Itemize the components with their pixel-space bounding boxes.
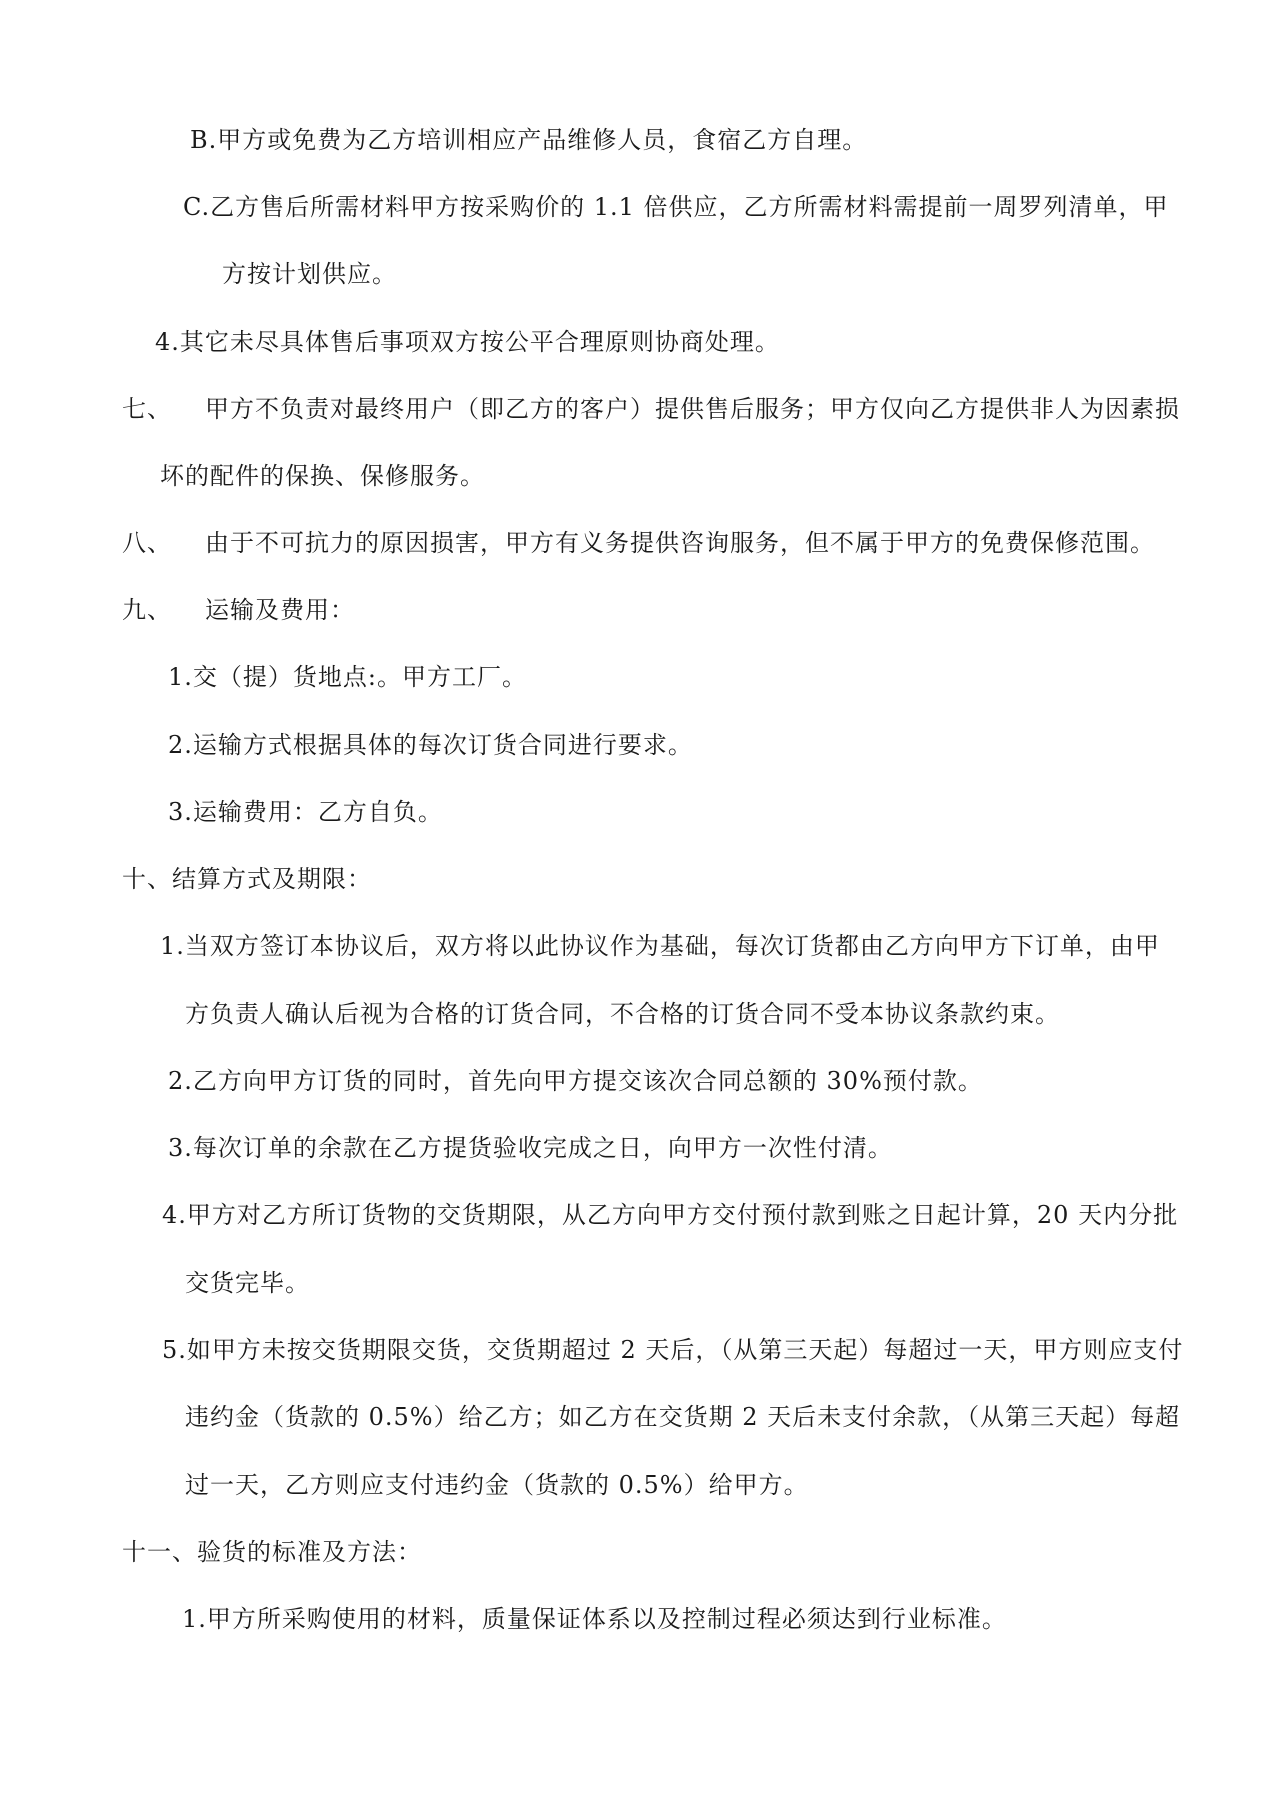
section-8-text: 由于不可抗力的原因损害，甲方有义务提供咨询服务，但不属于甲方的免费保修范围。 [205,529,1155,557]
clause-11-1: 1.甲方所采购使用的材料，质量保证体系以及控制过程必须达到行业标准。 [182,1605,1007,1633]
clause-9-2: 2.运输方式根据具体的每次订货合同进行要求。 [168,731,693,759]
clause-10-4: 4.甲方对乙方所订货物的交货期限，从乙方向甲方交付预付款到账之日起计算，20 天内分批 [162,1201,1179,1229]
section-7-text: 甲方不负责对最终用户（即乙方的客户）提供售后服务；甲方仅向乙方提供非人为因素损 [205,395,1180,423]
section-9-text: 运输及费用： [205,596,355,624]
clause-6-3-b: B.甲方或免费为乙方培训相应产品维修人员，食宿乙方自理。 [190,126,868,154]
section-7-cont: 坏的配件的保换、保修服务。 [160,462,485,490]
section-8-heading [122,527,1155,559]
clause-10-1: 1.当双方签订本协议后，双方将以此协议作为基础，每次订货都由乙方向甲方下订单，由甲 [160,932,1160,960]
section-7-heading [122,393,1180,425]
section-8-number: 八、 [122,529,172,557]
clause-10-5-cont-1: 违约金（货款的 0.5%）给乙方；如乙方在交货期 2 天后未支付余款，（从第三天起）每超 [185,1403,1181,1431]
section-11-heading: 十一、验货的标准及方法： [122,1538,422,1566]
clause-9-1: 1.交（提）货地点:。甲方工厂。 [168,663,527,691]
section-9-number: 九、 [122,596,172,624]
clause-9-3: 3.运输费用：乙方自负。 [168,798,443,826]
section-7-number: 七、 [122,395,172,423]
section-9-heading [122,594,355,626]
clause-10-3: 3.每次订单的余款在乙方提货验收完成之日，向甲方一次性付清。 [168,1134,893,1162]
clause-10-2: 2.乙方向甲方订货的同时，首先向甲方提交该次合同总额的 30%预付款。 [168,1067,983,1095]
clause-6-3-c: C.乙方售后所需材料甲方按采购价的 1.1 倍供应，乙方所需材料需提前一周罗列清单，甲 [183,193,1169,221]
clause-10-5: 5.如甲方未按交货期限交货，交货期超过 2 天后，（从第三天起）每超过一天，甲方则应支付 [162,1336,1184,1364]
clause-10-1-cont: 方负责人确认后视为合格的订货合同，不合格的订货合同不受本协议条款约束。 [185,1000,1060,1028]
clause-6-3-c-cont: 方按计划供应。 [222,260,397,288]
clause-10-4-cont: 交货完毕。 [185,1269,310,1297]
clause-10-5-cont-2: 过一天，乙方则应支付违约金（货款的 0.5%）给甲方。 [185,1471,809,1499]
section-10-heading: 十、结算方式及期限： [122,865,372,893]
clause-6-4: 4.其它未尽具体售后事项双方按公平合理原则协商处理。 [155,328,780,356]
